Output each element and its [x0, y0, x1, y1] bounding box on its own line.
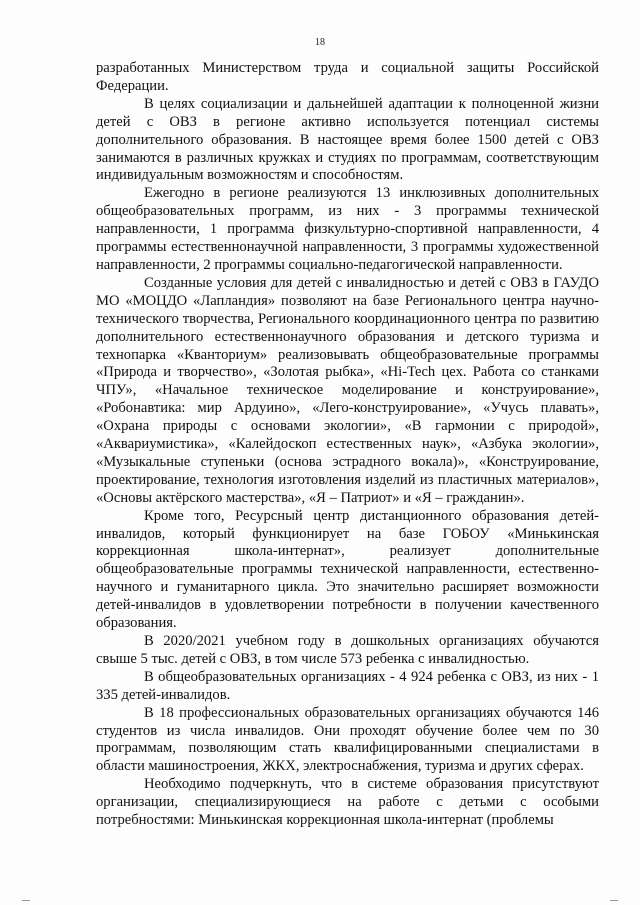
paragraph: Ежегодно в регионе реализуются 13 инклюзивных дополнительных общеобразовательных программ, из них - 3 программы технической направленности, 1 программа физкультурно-спортивной направленности, 4 программы естественнонаучной направленности, 3 программы художественной направленности, 2 программы социально-педагогической направленности. — [96, 185, 599, 273]
paragraph: Созданные условия для детей с инвалидностью и детей с ОВЗ в ГАУДО МО «МОЦДО «Лапландия» позволяют на базе Регионального центра научно-технического творчества, Регионального координационного центра по развитию дополнительного естественнонаучного образования и детского туризма и технопарка «Кванториум» реализовывать общеобразовательные программы «Природа и творчество», «Золотая рыбка», «Hi-Tech цех. Работа со станками ЧПУ», «Начальное техническое моделирование и конструирование», «Робонавтика: мир Ардуино», «Лего-конструирование», «Учусь плавать», «Охрана природы с основами экологии», «В гармонии с природой», «Аквариумистика», «Калейдоскоп естественных наук», «Азбука экологии», «Музыкальные ступеньки (основа эстрадного вокала)», «Конструирование, проектирование, технология изготовления изделий из пластичных материалов», «Основы актёрского мастерства», «Я – Патриот» и «Я – гражданин». — [96, 274, 599, 506]
paragraph: Необходимо подчеркнуть, что в системе образования присутствуют организации, специализирующиеся на работе с детьми с особыми потребностями: Минькинская коррекционная школа-интернат (проблемы — [96, 776, 599, 829]
paragraph: Кроме того, Ресурсный центр дистанционного образования детей-инвалидов, который функционирует на базе ГОБОУ «Минькинская коррекционная школа-интернат», реализует дополнительные общеобразовательные программы технической направленности, естественно-научного и гуманитарного цикла. Это значительно расширяет возможности детей-инвалидов в удовлетворении потребности в получении качественного образования. — [96, 507, 599, 632]
body-text — [96, 60, 599, 830]
page-number: 18 — [315, 37, 325, 48]
paragraph: В общеобразовательных организациях - 4 924 ребенка с ОВЗ, из них - 1 335 детей-инвалидов. — [96, 668, 599, 703]
paragraph: В 2020/2021 учебном году в дошкольных организациях обучаются свыше 5 тыс. детей с ОВЗ, в том числе 573 ребенка с инвалидностью. — [96, 633, 599, 667]
paragraph: разработанных Министерством труда и социальной защиты Российской Федерации. — [96, 60, 599, 94]
paragraph: В целях социализации и дальнейшей адаптации к полноценной жизни детей с ОВЗ в регионе активно используется потенциал системы дополнительного образования. В настоящее время более 1500 детей с ОВЗ занимаются в различных кружках и студиях по программам, соответствующим индивидуальным возможностям и способностям. — [96, 95, 599, 184]
scan-edge-mark-left — [22, 900, 30, 901]
paragraph: В 18 профессиональных образовательных организациях обучаются 146 студентов из числа инвалидов. Они проходят обучение более чем по 30 программам, позволяющим стать квалифицированными специалистами в области машиностроения, ЖКХ, электроснабжения, туризма и других сферах. — [96, 704, 599, 775]
scan-edge-mark-right — [610, 900, 618, 901]
